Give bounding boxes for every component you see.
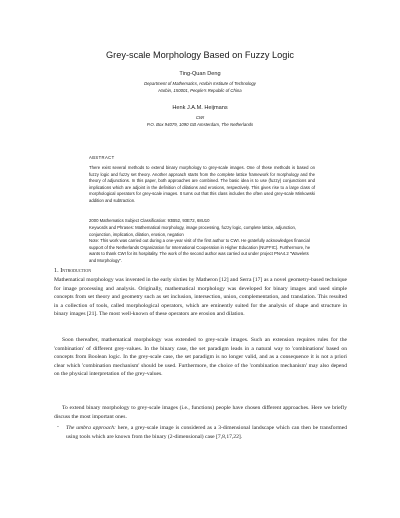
author-affiliation: CWI <box>195 115 205 120</box>
section-title: Introduction <box>60 267 92 274</box>
section-number: 1. <box>54 267 59 274</box>
list-item-text <box>66 424 347 441</box>
author-affiliation: Department of Mathematics, Harbin Institute of Technology <box>144 81 256 86</box>
msc-classification: 2000 Mathematics Subject Classification: 93B52, 93E72, 68U10 <box>89 218 210 223</box>
author-affiliation: Harbin, 150001, People's Republic of China <box>158 88 242 93</box>
list-item-body: here, a grey-scale image is considered as a 3-dimensional landscape which can then be transformed using tools which are known from the binary (2-dimensional) case [7,8,17,22]. <box>66 425 347 440</box>
abstract-heading: ABSTRACT <box>89 155 115 160</box>
list-item-lead: The umbra approach: <box>66 425 116 431</box>
keywords: Keywords and Phrases: Mathematical morphology, image processing, fuzzy logic, complete lattice, adjunction, conjunction, implication, dilation, erosion, negation <box>89 225 297 237</box>
abstract-text: There exist several methods to extend binary morphology to grey-scale images. One of these methods is based on fuzzy logic and fuzzy set theory. Another approach starts from the complete lattice framework for morphology and the theory of adjunctions. In this paper, both approaches are combined. The basic idea is to use (fuzzy) conjunctions and implications which are adjoint in the definition of dilations and erosions, respectively. This gives rise to a large class of morphological operators for grey-scale images. It turns out that this class includes the often used grey-scale Minkowski addition and subtraction. <box>89 165 315 203</box>
footnote: Note: This work was carried out during a one-year visit of the first author to CWI. He gratefully acknowledges financial support of the Netherlands Organization for International Cooperation in Higher Education (NUFFIC). Furthermore, he wants to thank CWI for its hospitality. The work of the second author was carried out under project PNA4.2 "Wavelets and Morphology". <box>89 238 311 263</box>
author-name: Henk J.A.M. Heijmans <box>172 105 228 111</box>
section-heading <box>54 267 91 274</box>
body-paragraph: Soon thereafter, mathematical morphology was extended to grey-scale images. Such an extension requires rules for the 'combination' of different grey-values. In the binary case, the set paradigm leads in a natural way to 'combinations' based on concepts from Boolean logic. In the grey-scale case, the set paradigm is no longer valid, and as a consequence it is not a priori clear which 'combination mechanism' should be used. Furthermore, the choice of the 'combination mechanism' may also depend on the physical interpretation of the grey-values. <box>54 337 347 378</box>
body-paragraph: Mathematical morphology was invented in the early sixties by Matheron [12] and Serra [17] as a novel geometry-based technique for image processing and analysis. Originally, mathematical morphology was developed for binary images and used simple concepts from set theory and geometry such as set inclusion, intersection, union, complementation, and translation. This resulted in a collection of tools, called morphological operators, which are eminently suited for the analysis of shape and structure in binary images [21]. The most well-known of these operators are erosion and dilation. <box>54 277 347 318</box>
paper-title: Grey-scale Morphology Based on Fuzzy Logic <box>106 50 294 60</box>
body-paragraph: To extend binary morphology to grey-scale images (i.e., functions) people have chosen different approaches. Here we briefly discuss the most important ones. <box>54 405 347 420</box>
list-bullet: - <box>57 424 59 430</box>
author-name: Ting-Quan Deng <box>179 71 221 77</box>
author-affiliation: P.O. Box 94079, 1090 GB Amsterdam, The Netherlands <box>146 122 254 127</box>
